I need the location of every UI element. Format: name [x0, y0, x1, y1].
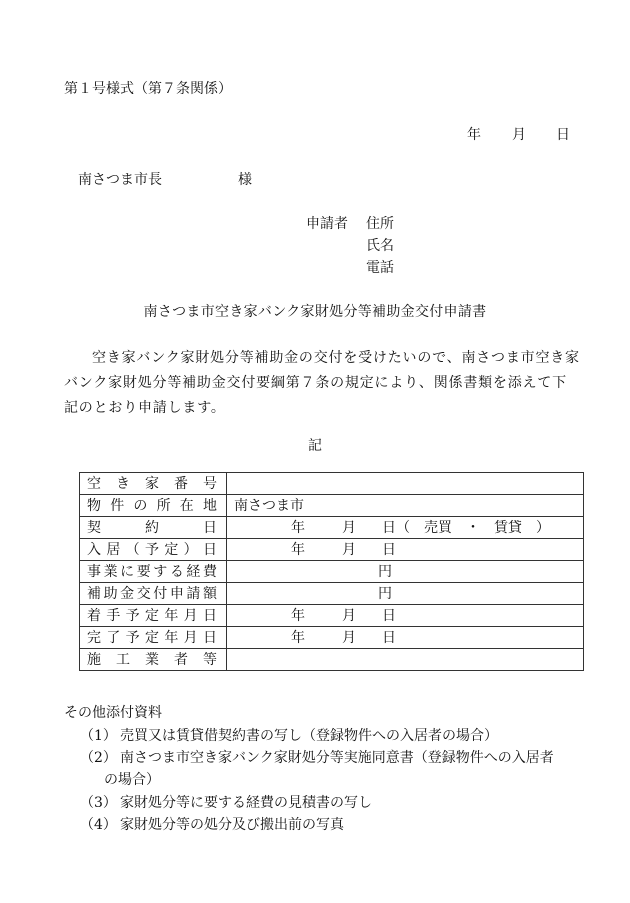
row-label: 事業に要する経費: [80, 561, 227, 583]
row-label: 補助金交付申請額: [80, 583, 227, 605]
date-day-label: 日: [556, 127, 570, 143]
document-title: 南さつま市空き家バンク家財処分等補助金交付申請書: [143, 304, 487, 320]
table-row: [80, 561, 584, 583]
attachment-item-continuation: の場合）: [104, 772, 160, 788]
property-location-field: [227, 495, 584, 517]
addressee-name: 南さつま市長: [78, 172, 162, 188]
body-paragraph: 空き家バンク家財処分等補助金の交付を受けたいので、南さつま市空き家バンク家財処分等補助金交付要綱第７条の規定により、関係書類を添えて下記のとおり申請します。: [64, 350, 580, 416]
applicant-name-label: 氏名: [366, 238, 394, 254]
table-row: [80, 495, 584, 517]
attachments-heading: その他添付資料: [64, 705, 162, 721]
completion-date-field: 年 月 日: [227, 627, 584, 649]
date-month-label: 月: [512, 127, 526, 143]
table-row: [80, 539, 584, 561]
table-row: [80, 605, 584, 627]
row-label: 空き家番号: [80, 473, 227, 495]
contractor-field: [227, 649, 584, 671]
vacant-house-number-field: [227, 473, 584, 495]
row-label: 着手予定年月日: [80, 605, 227, 627]
contract-date-field: 年 月 日 （ 売買 ・ 賃貸 ）: [227, 517, 584, 539]
row-label: 入居（予定）日: [80, 539, 227, 561]
table-row: [80, 517, 584, 539]
date-year-label: 年: [467, 127, 481, 143]
addressee: [78, 172, 252, 188]
row-label: 契約日: [80, 517, 227, 539]
applicant-address-label: 住所: [366, 216, 394, 232]
table-row: [80, 583, 584, 605]
attachment-item: （1） 売買又は賃貸借契約書の写し（登録物件への入居者の場合）: [80, 728, 498, 744]
application-table: [79, 472, 584, 671]
subsidy-amount-field: 円: [227, 583, 584, 605]
start-date-field: 年 月 日: [227, 605, 584, 627]
addressee-honorific: 様: [238, 172, 252, 188]
attachment-item: （3） 家財処分等に要する経費の見積書の写し: [80, 795, 372, 811]
applicant-label: 申請者: [306, 216, 348, 232]
location-value: 南さつま市: [234, 498, 304, 514]
row-label: 完了予定年月日: [80, 627, 227, 649]
table-row: [80, 473, 584, 495]
attachment-item: （4） 家財処分等の処分及び搬出前の写真: [80, 817, 344, 833]
contract-type-options: （ 売買 ・ 賃貸 ）: [396, 520, 550, 536]
form-number: 第１号様式（第７条関係）: [64, 81, 232, 97]
attachment-item: （2） 南さつま市空き家バンク家財処分等実施同意書（登録物件への入居者: [80, 750, 554, 766]
applicant-phone-label: 電話: [366, 260, 394, 276]
ki-heading: 記: [308, 438, 322, 454]
table-row: [80, 649, 584, 671]
row-label: 物件の所在地: [80, 495, 227, 517]
project-cost-field: 円: [227, 561, 584, 583]
row-label: 施工業者等: [80, 649, 227, 671]
table-row: [80, 627, 584, 649]
move-in-date-field: 年 月 日: [227, 539, 584, 561]
